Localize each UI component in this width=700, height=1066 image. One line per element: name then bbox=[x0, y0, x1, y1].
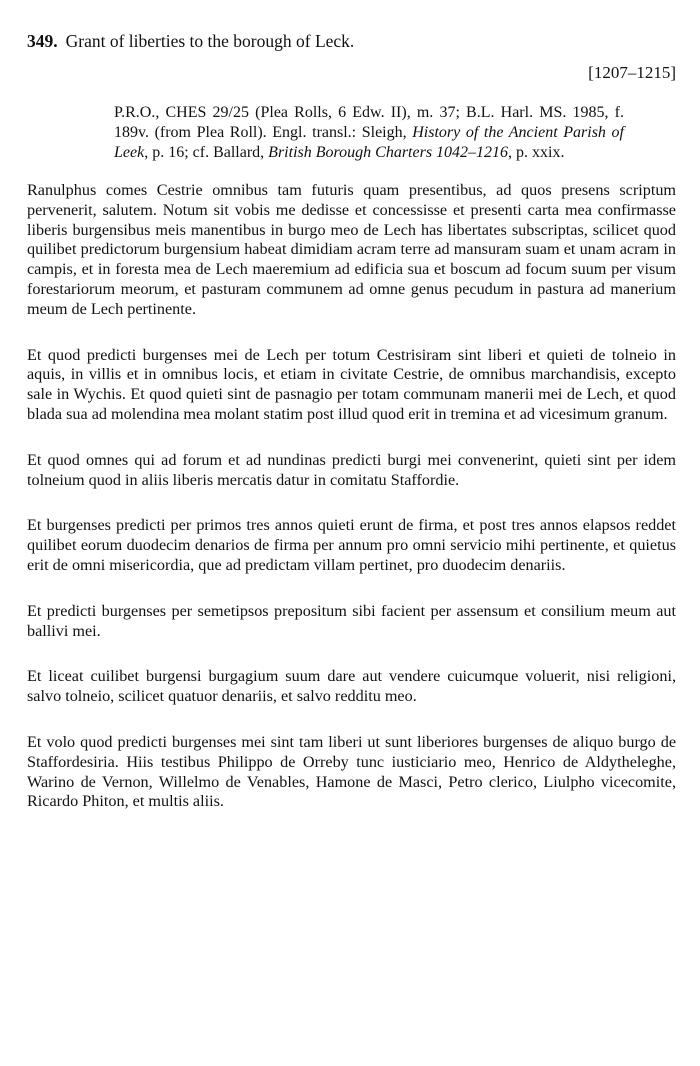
charter-paragraph-7: Et volo quod predicti burgenses mei sint tam liberi ut sunt liberiores burgenses de aliquo burgo de Staffordesiria. Hiis testibus Philippo de Orreby tunc iusticiario meo, Henrico de Aldytheleghe, Warino de Vernon, Willelmo de Venables, Hamone de Masci, Petro clerico, Liulpho vicecomite, Ricardo Phiton, et multis aliis. bbox=[27, 732, 676, 811]
charter-paragraph-2: Et quod predicti burgenses mei de Lech per totum Cestrisiram sint liberi et quieti de tolneio in aquis, in villis et in omnibus locis, et etiam in civitate Cestrie, de omnibus marchandisis, excepto sale in Wychis. Et quod quieti sint de pasnagio per totam communam manerii mei de Lech, et quod blada sua ad molendina mea molant statim post illud quod erit in tremina et ad vicesimum granum. bbox=[27, 345, 676, 423]
document-heading bbox=[27, 30, 676, 52]
source-text-1: P.R.O., CHES 29/25 (Plea Rolls, 6 Edw. II), m. 37; B.L. Harl. MS. 1985, f. 189v. (from Plea Roll). Engl. transl.: Sleigh, bbox=[114, 104, 624, 141]
document-date: [1207–1215] bbox=[588, 63, 676, 82]
charter-paragraph-3: Et quod omnes qui ad forum et ad nundinas predicti burgi mei convenerint, quieti sint per idem tolneium quod in aliis liberis mercatis datur in comitatu Staffordie. bbox=[27, 450, 676, 489]
document-number: 349. bbox=[27, 31, 58, 51]
charter-paragraph-4: Et burgenses predicti per primos tres annos quieti erunt de firma, et post tres annos elapsos reddet quilibet eorum duodecim denarios de firma per annum pro omni servicio mihi pertinente, et quietus erit de omni misericordia, que ad predictam villam pertinet, pro duodecim denariis. bbox=[27, 516, 676, 574]
source-title-1: History of the Ancient Parish of Leek bbox=[114, 124, 624, 161]
source-title-2: British Borough Charters 1042–1216 bbox=[268, 144, 509, 161]
charter-text bbox=[27, 181, 676, 812]
source-text-3: , p. xxix. bbox=[508, 144, 565, 161]
charter-paragraph-6: Et liceat cuilibet burgensi burgagium suum dare aut vendere cuicumque voluerit, nisi religioni, salvo tolneio, scilicet quatuor denariis, et salvo redditu meo. bbox=[27, 667, 676, 706]
source-text-2: , p. 16; cf. Ballard, bbox=[144, 144, 269, 161]
document-title: Grant of liberties to the borough of Leck. bbox=[65, 31, 355, 51]
source-references bbox=[114, 103, 624, 163]
charter-paragraph-5: Et predicti burgenses per semetipsos prepositum sibi facient per assensum et consilium meum aut ballivi mei. bbox=[27, 601, 676, 640]
charter-paragraph-1: Ranulphus comes Cestrie omnibus tam futuris quam presentibus, ad quos presens scriptum pervenerit, salutem. Notum sit vobis me dedisse et concessisse et presenti carta mea confirmasse liberis burgensibus meis manentibus in burgo meo de Lech has libertates subscriptas, scilicet quod quilibet predictorum burgensium habeat dimidiam acram terre ad mansuram suam et unam acram in campis, et in foresta mea de Lech maeremium ad edificia sua et boscum ad focum suum per visum forestariorum meorum, et pasturam communem ad omne genus pecudum in pastura ad manerium meum de Lech pertinente. bbox=[27, 181, 676, 318]
